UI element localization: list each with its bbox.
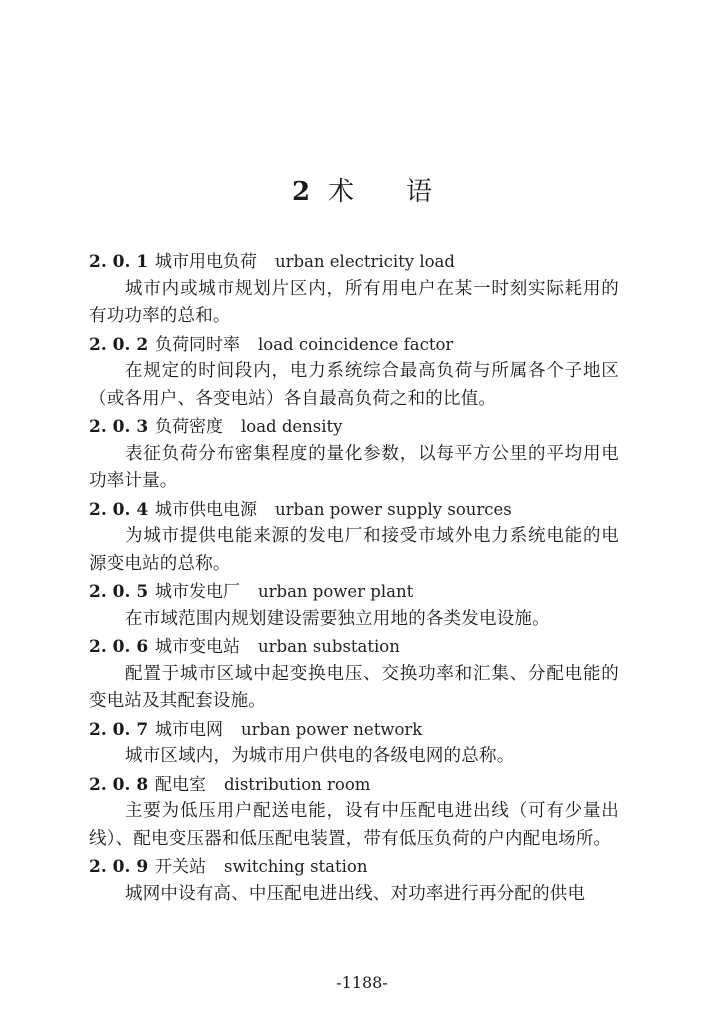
term-heading <box>89 716 619 744</box>
term-en: urban power plant <box>258 582 414 601</box>
page-number: -1188- <box>336 973 388 992</box>
term-en: urban power network <box>241 719 423 739</box>
term-number: 2. 0. 5 <box>89 582 149 602</box>
term-heading <box>89 578 619 606</box>
term-en: load density <box>241 417 343 436</box>
term-heading <box>89 496 619 524</box>
term-en: urban power supply sources <box>275 499 512 519</box>
term-definition: 在规定的时间段内，电力系统综合最高负荷与所属各个子地区（或各用户、各变电站）各自最高负荷之和的比值。 <box>89 361 619 409</box>
term-number: 2. 0. 9 <box>89 857 149 877</box>
term-heading <box>89 853 619 881</box>
term-heading <box>89 331 619 359</box>
term-en: load coincidence factor <box>258 334 454 354</box>
term-definition: 城市内或城市规划片区内，所有用电户在某一时刻实际耗用的有功功率的总和。 <box>89 278 619 326</box>
term-zh: 开关站 <box>155 857 206 877</box>
term-number: 2. 0. 3 <box>89 417 149 437</box>
term-zh: 城市变电站 <box>155 637 240 657</box>
term-heading <box>89 633 619 661</box>
term-number: 2. 0. 2 <box>89 334 149 355</box>
term-heading <box>89 413 619 441</box>
term-definition: 表征负荷分布密集程度的量化参数，以每平方公里的平均用电功率计量。 <box>89 443 619 491</box>
chapter-title <box>0 174 724 210</box>
term-definition: 配置于城市区域中起变换电压、交换功率和汇集、分配电能的变电站及其配套设施。 <box>89 663 619 711</box>
term-heading <box>89 771 619 799</box>
term-zh: 负荷同时率 <box>155 334 240 355</box>
term-heading <box>89 248 619 276</box>
term-list <box>89 248 619 908</box>
term-zh: 城市供电电源 <box>155 499 257 520</box>
term-definition: 为城市提供电能来源的发电厂和接受市域外电力系统电能的电源变电站的总称。 <box>89 526 619 574</box>
term-zh: 城市发电厂 <box>155 582 240 602</box>
term-en: urban electricity load <box>275 252 455 271</box>
term-number: 2. 0. 8 <box>89 774 149 795</box>
term-number: 2. 0. 6 <box>89 637 149 657</box>
term-en: distribution room <box>224 774 371 794</box>
term-en: urban substation <box>258 637 400 656</box>
term-zh: 配电室 <box>155 774 206 795</box>
term-definition: 主要为低压用户配送电能，设有中压配电进出线（可有少量出线）、配电变压器和低压配电装置，带有低压负荷的户内配电场所。 <box>89 801 619 849</box>
term-definition: 在市域范围内规划建设需要独立用地的各类发电设施。 <box>125 608 550 629</box>
term-number: 2. 0. 7 <box>89 719 149 740</box>
term-zh: 城市用电负荷 <box>155 252 257 272</box>
term-en: switching station <box>224 857 368 876</box>
term-number: 2. 0. 4 <box>89 499 149 520</box>
term-zh: 负荷密度 <box>155 417 223 437</box>
chapter-number: 2 <box>291 177 311 207</box>
term-number: 2. 0. 1 <box>89 252 149 272</box>
term-definition: 城网中设有高、中压配电进出线、对功率进行再分配的供电 <box>125 883 586 904</box>
term-zh: 城市电网 <box>155 719 223 740</box>
term-definition: 城市区域内，为城市用户供电的各级电网的总称。 <box>125 746 515 766</box>
chapter-heading: 术 语 <box>328 177 433 207</box>
